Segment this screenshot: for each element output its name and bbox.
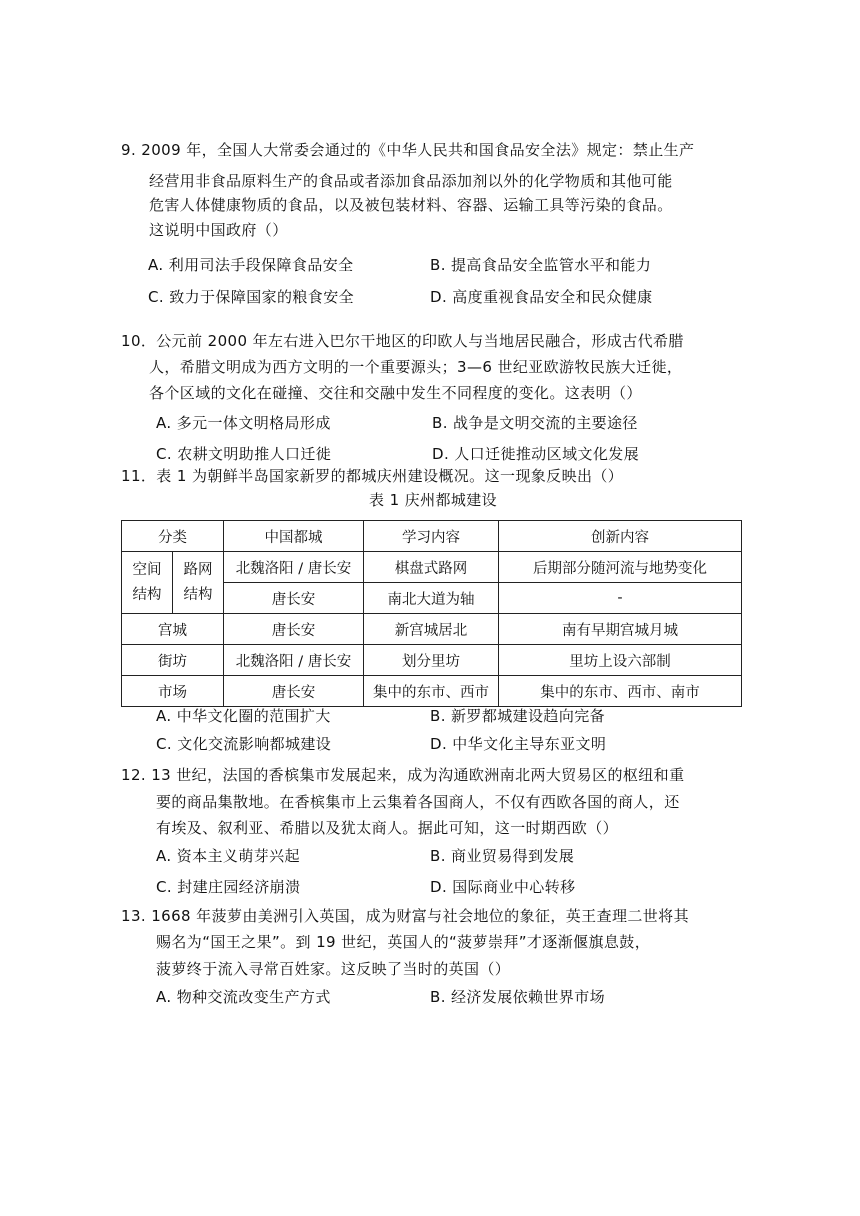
table-cell: -	[499, 583, 742, 614]
table-cell: 集中的东市、西市、南市	[499, 676, 742, 707]
question-13-line-1: 13. 1668 年菠萝由美洲引入英国，成为财富与社会地位的象征，英王查理二世将其	[121, 907, 689, 925]
question-9-line-4: 这说明中国政府（）	[149, 221, 288, 239]
table-caption: 表 1 庆州都城建设	[369, 491, 498, 509]
header-innovation: 创新内容	[499, 521, 742, 552]
table-cell: 唐长安	[224, 676, 364, 707]
table-cell: 街坊	[122, 645, 224, 676]
table-cell: 唐长安	[224, 614, 364, 645]
question-13-option-a: A. 物种交流改变生产方式	[156, 988, 331, 1006]
question-11-line-1: 11．表 1 为朝鲜半岛国家新罗的都城庆州建设概况。这一现象反映出（）	[121, 467, 624, 485]
table-cell: 后期部分随河流与地势变化	[499, 552, 742, 583]
question-12-option-b: B. 商业贸易得到发展	[430, 847, 575, 865]
question-12-option-c: C. 封建庄园经济崩溃	[156, 878, 301, 896]
table-cell: 新宫城居北	[364, 614, 499, 645]
table-row	[122, 676, 742, 707]
header-learned-content: 学习内容	[364, 521, 499, 552]
table-row	[122, 552, 742, 583]
question-9-line-3: 危害人体健康物质的食品，以及被包装材料、容器、运输工具等污染的食品。	[149, 196, 673, 214]
question-9-option-c: C. 致力于保障国家的粮食安全	[148, 288, 355, 306]
city-construction-table	[121, 520, 742, 707]
table-cell: 南北大道为轴	[364, 583, 499, 614]
question-13-option-b: B. 经济发展依赖世界市场	[430, 988, 606, 1006]
table-cell: 北魏洛阳 / 唐长安	[224, 552, 364, 583]
road-network-label: 路网结构	[173, 552, 224, 614]
table-row	[122, 645, 742, 676]
question-11-option-b: B. 新罗都城建设趋向完备	[430, 707, 606, 725]
question-10-line-3: 各个区域的文化在碰撞、交往和交融中发生不同程度的变化。这表明（）	[149, 384, 642, 402]
table-cell: 划分里坊	[364, 645, 499, 676]
header-chinese-capital: 中国都城	[224, 521, 364, 552]
table-cell: 南有早期宫城月城	[499, 614, 742, 645]
question-9-option-b: B. 提高食品安全监管水平和能力	[430, 256, 652, 274]
question-10-option-b: B. 战争是文明交流的主要途径	[432, 414, 638, 432]
table-row	[122, 614, 742, 645]
question-10-line-2: 人，希腊文明成为西方文明的一个重要源头；3—6 世纪亚欧游牧民族大迁徙，	[149, 358, 683, 376]
question-10-option-a: A. 多元一体文明格局形成	[156, 414, 331, 432]
table-header-row	[122, 521, 742, 552]
question-10-option-c: C. 农耕文明助推人口迁徙	[156, 445, 332, 463]
question-10-option-d: D. 人口迁徙推动区域文化发展	[432, 445, 640, 463]
question-9-line-2: 经营用非食品原料生产的食品或者添加食品添加剂以外的化学物质和其他可能	[149, 172, 673, 190]
question-12-line-2: 要的商品集散地。在香槟集市上云集着各国商人，不仅有西欧各国的商人，还	[156, 793, 680, 811]
space-structure-label: 空间结构	[122, 552, 173, 614]
question-11-option-c: C. 文化交流影响都城建设	[156, 735, 332, 753]
table-cell: 唐长安	[224, 583, 364, 614]
table-cell: 宫城	[122, 614, 224, 645]
question-12-line-1: 12. 13 世纪，法国的香槟集市发展起来，成为沟通欧洲南北两大贸易区的枢纽和重	[121, 766, 685, 784]
question-9-option-d: D. 高度重视食品安全和民众健康	[430, 288, 653, 306]
question-9-line-1: 9. 2009 年，全国人大常委会通过的《中华人民共和国食品安全法》规定：禁止生产	[121, 141, 695, 159]
question-12-option-a: A. 资本主义萌芽兴起	[156, 847, 300, 865]
question-12-line-3: 有埃及、叙利亚、希腊以及犹太商人。据此可知，这一时期西欧（）	[156, 819, 619, 837]
table-cell: 市场	[122, 676, 224, 707]
question-11-option-a: A. 中华文化圈的范围扩大	[156, 707, 331, 725]
question-12-option-d: D. 国际商业中心转移	[430, 878, 576, 896]
table-cell: 集中的东市、西市	[364, 676, 499, 707]
question-11-option-d: D. 中华文化主导东亚文明	[430, 735, 607, 753]
question-9-option-a: A. 利用司法手段保障食品安全	[148, 256, 354, 274]
table-cell: 里坊上设六部制	[499, 645, 742, 676]
header-category: 分类	[122, 521, 224, 552]
question-10-line-1: 10．公元前 2000 年左右进入巴尔干地区的印欧人与当地居民融合，形成古代希腊	[121, 332, 684, 350]
question-13-line-3: 菠萝终于流入寻常百姓家。这反映了当时的英国（）	[156, 960, 511, 978]
table-cell: 北魏洛阳 / 唐长安	[224, 645, 364, 676]
question-13-line-2: 赐名为“国王之果”。到 19 世纪，英国人的“菠萝崇拜”才逐渐偃旗息鼓，	[156, 933, 651, 951]
table-cell: 棋盘式路网	[364, 552, 499, 583]
